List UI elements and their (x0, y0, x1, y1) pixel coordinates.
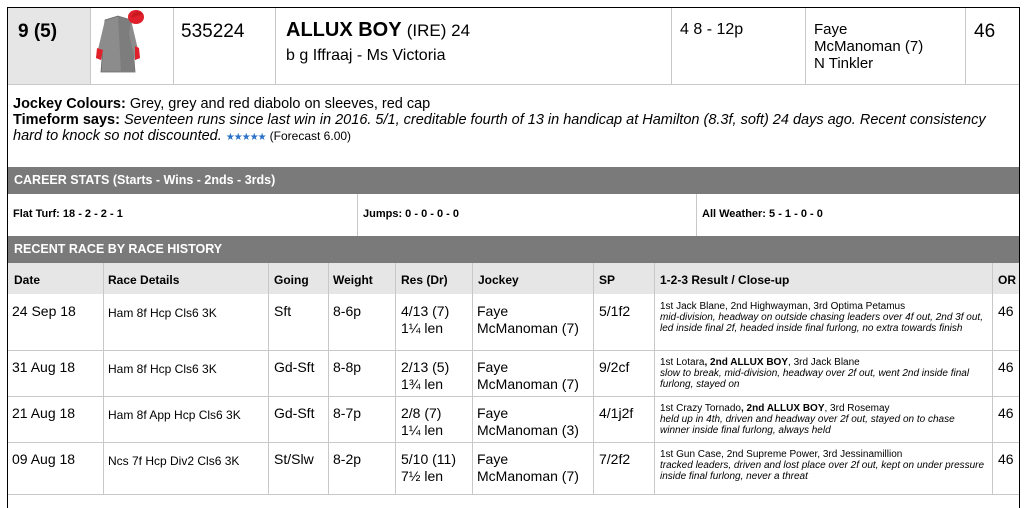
runner-number: 9 (5) (18, 21, 58, 42)
race-details[interactable]: Ham 8f Hcp Cls6 3K (108, 306, 217, 320)
race-date: 31 Aug 18 (12, 359, 76, 375)
race-or: 46 (998, 405, 1014, 421)
col-or: OR (998, 273, 1016, 287)
table-row[interactable] (8, 350, 1019, 397)
runner-header (8, 8, 1019, 85)
horse-origin-age: (IRE) 24 (406, 21, 471, 40)
forecast-price: (Forecast 6.00) (269, 129, 352, 143)
jockey-silk-icon (91, 8, 174, 84)
career-stats-row (8, 194, 1019, 236)
trainer-name: N Tinkler (814, 55, 874, 72)
race-result-closeup: 1st Lotara, 2nd ALLUX BOY, 3rd Jack Blane slow to break, mid-division, headway over 2f out, went 2nd inside final furlong, stayed on (660, 357, 970, 390)
col-result: Res (Dr) (401, 273, 448, 287)
timeform-comment: Seventeen runs since last win in 2016. 5/1, creditable fourth of 13 in handicap at Hamilton (8.3f, soft) 24 days ago. Recent consistency hard to knock so not discounted. (13, 112, 986, 144)
race-jockey: Faye McManoman (7) (477, 451, 579, 484)
table-row[interactable] (8, 294, 1019, 351)
official-rating: 46 (974, 21, 996, 42)
star-rating-icon: ★★★★★ (225, 132, 266, 143)
runner-info (13, 96, 1013, 146)
col-sp: SP (599, 273, 616, 287)
race-going: St/Slw (274, 451, 314, 467)
race-result: 5/10 (11) 7½ len (401, 451, 456, 484)
race-sp: 9/2cf (599, 359, 630, 375)
runner-id-cell (174, 8, 276, 84)
race-weight: 8-8p (333, 359, 362, 375)
race-details[interactable]: Ncs 7f Hcp Div2 Cls6 3K (108, 454, 240, 468)
col-result-closeup: 1-2-3 Result / Close-up (660, 273, 790, 287)
col-race-details: Race Details (108, 273, 180, 287)
jockey-colours-label: Jockey Colours: (13, 96, 126, 112)
history-table-header (8, 263, 1019, 294)
col-date: Date (14, 273, 41, 287)
race-result: 2/13 (5) 1¾ len (401, 359, 450, 392)
horse-name[interactable]: ALLUX BOY (286, 19, 402, 41)
col-weight: Weight (333, 273, 373, 287)
jockey-line-1: Faye (814, 21, 848, 38)
race-or: 46 (998, 359, 1014, 375)
silk-cell (91, 8, 174, 84)
divider (696, 194, 697, 236)
race-result: 4/13 (7) 1¼ len (401, 303, 450, 336)
jockey-colours-line (13, 96, 1013, 112)
flat-turf-stats: Flat Turf: 18 - 2 - 2 - 1 (13, 208, 123, 220)
race-sp: 4/1j2f (599, 405, 634, 421)
race-result-closeup: 1st Crazy Tornado, 2nd ALLUX BOY, 3rd Rosemay held up in 4th, driven and headway over 2f out, stayed on to chase winner inside final furlong, always held (660, 403, 955, 436)
race-going: Sft (274, 303, 292, 319)
table-row[interactable] (8, 396, 1019, 443)
race-date: 09 Aug 18 (12, 451, 76, 467)
race-date: 24 Sep 18 (12, 303, 76, 319)
horse-cell (276, 8, 672, 84)
race-sp: 7/2f2 (599, 451, 631, 467)
runner-id: 535224 (181, 21, 245, 42)
race-weight: 8-6p (333, 303, 362, 319)
form-cell (672, 8, 806, 84)
table-row[interactable] (8, 442, 1019, 495)
jockey-colours-text: Grey, grey and red diabolo on sleeves, red cap (125, 96, 431, 112)
race-result: 2/8 (7) 1¼ len (401, 405, 444, 438)
all-weather-stats: All Weather: 5 - 1 - 0 - 0 (702, 208, 823, 220)
race-going: Gd-Sft (274, 359, 315, 375)
career-stats-header: CAREER STATS (Starts - Wins - 2nds - 3rds) (8, 167, 1019, 194)
race-or: 46 (998, 303, 1014, 319)
runner-number-cell (8, 8, 91, 84)
race-jockey: Faye McManoman (3) (477, 405, 579, 438)
race-details[interactable]: Ham 8f Hcp Cls6 3K (108, 362, 217, 376)
race-history-header: RECENT RACE BY RACE HISTORY (8, 236, 1019, 263)
jockey-line-2: McManoman (7) (814, 38, 924, 55)
horse-name-line (286, 19, 470, 42)
race-sp: 5/1f2 (599, 303, 631, 319)
timeform-line (13, 112, 1013, 146)
race-jockey: Faye McManoman (7) (477, 303, 579, 336)
jockey-trainer-cell (806, 8, 966, 84)
col-jockey: Jockey (478, 273, 519, 287)
race-result-closeup: 1st Gun Case, 2nd Supreme Power, 3rd Jessinamillion tracked leaders, driven and lost place over 2f out, kept on under pressure inside final furlong, never a threat (660, 449, 985, 482)
timeform-label: Timeform says: (13, 112, 120, 128)
race-weight: 8-7p (333, 405, 362, 421)
race-details[interactable]: Ham 8f App Hcp Cls6 3K (108, 408, 241, 422)
col-going: Going (274, 273, 309, 287)
rating-cell (966, 8, 1019, 84)
race-jockey: Faye McManoman (7) (477, 359, 579, 392)
runner-form: 4 8 - 12p (680, 21, 744, 38)
jumps-stats: Jumps: 0 - 0 - 0 - 0 (363, 208, 459, 220)
runner-card (7, 7, 1020, 508)
race-result-closeup: 1st Jack Blane, 2nd Highwayman, 3rd Optima Petamus mid-division, headway on outside chasing leaders over 4f out, 2nd 3f out, led inside final 2f, headed inside final furlong, no extra towards finish (660, 301, 983, 334)
race-or: 46 (998, 451, 1014, 467)
horse-pedigree: b g Iffraaj - Ms Victoria (286, 47, 446, 64)
divider (357, 194, 358, 236)
race-weight: 8-2p (333, 451, 362, 467)
race-going: Gd-Sft (274, 405, 315, 421)
race-date: 21 Aug 18 (12, 405, 76, 421)
